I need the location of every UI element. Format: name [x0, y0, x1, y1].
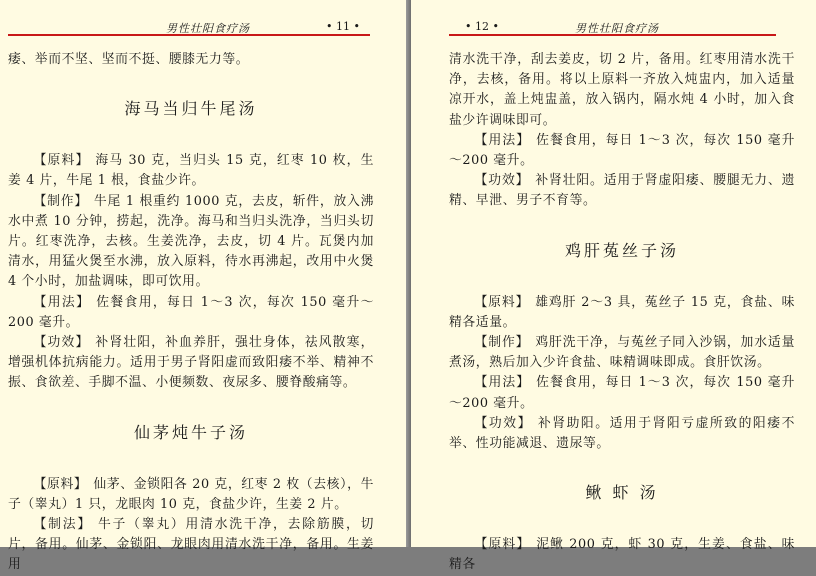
right-page: [411, 0, 816, 573]
ingredients-paragraph: [8, 475, 374, 515]
usage-tag: 【用法】: [474, 375, 531, 391]
running-title: 男性壮阳食疗汤: [575, 22, 659, 35]
effect-tag: 【功效】: [474, 173, 530, 189]
method-tag: 【制作】: [33, 193, 88, 209]
usage-tag: 【用法】: [33, 294, 91, 310]
ingredients-text: 仙茅、金锁阳各 20 克，红枣 2 枚（去核），牛子（睾丸）1 只，龙眼肉 10 克，食盐少许，生姜 2 片。: [8, 476, 374, 512]
method-text: 牛尾 1 根重约 1000 克，去皮，斩件，放入沸水中煮 10 分钟，捞起，洗净。海马和当归头洗净，当归头切片。红枣洗净，去核。生姜洗净，去皮，切 4 片。瓦煲内加清水，用猛火煲至水沸，放入原料，待水再沸起，改用中火煲 4 个小时，加盐调味，即可饮用。: [8, 193, 374, 290]
ingredients-tag: 【原料】: [33, 476, 88, 492]
ingredients-tag: 【原料】: [33, 153, 90, 169]
method-tag: 【制法】: [33, 517, 92, 533]
effect-tag: 【功效】: [33, 335, 90, 351]
method-tag: 【制作】: [474, 335, 530, 351]
usage-paragraph: [449, 373, 795, 413]
recipe-title: 鳅 虾 汤: [585, 483, 659, 503]
effect-text: 补肾助阳。适用于肾阳亏虚所致的阳痿不举、性功能减退、遗尿等。: [449, 415, 795, 452]
recipe-title: 仙茅炖牛子汤: [133, 422, 248, 442]
usage-text: 佐餐食用，每日 1～3 次，每次 150 毫升～200 毫升。: [449, 375, 796, 411]
effect-paragraph: [8, 333, 374, 394]
recipe-title: 海马当归牛尾汤: [124, 99, 258, 119]
method-paragraph: [8, 192, 374, 293]
effect-tag: 【功效】: [474, 415, 532, 431]
method-text: 鸡肝洗干净，与菟丝子同入沙锅，加水适量煮汤，熟后加入少许食盐、味精调味即成。食肝饮汤。: [449, 335, 795, 371]
continued-text: 痿、举而不坚、坚而不挺、腰膝无力等。: [8, 52, 250, 67]
usage-paragraph: [8, 293, 374, 333]
page-header: [8, 18, 370, 36]
method-text: 牛子（睾丸）用清水洗干净，去除筋膜，切片，备用。仙茅、金锁阳、龙眼肉用清水洗干净，备用。生姜用: [8, 517, 374, 573]
recipe-title: 鸡肝菟丝子汤: [564, 240, 679, 260]
effect-text: 补肾壮阳，补血养肝，强壮身体，祛风散寒，增强机体抗病能力。适用于男子肾阳虚而致阳痿不举、精神不振、食欲差、手脚不温、小便频数、夜尿多、腰脊酸痛等。: [8, 335, 374, 391]
page-body: [449, 50, 795, 576]
left-page: [0, 0, 406, 573]
usage-paragraph: [449, 131, 795, 171]
running-title: 男性壮阳食疗汤: [166, 22, 250, 35]
page-number: • 12 •: [465, 20, 499, 33]
ingredients-text: 泥鳅 200 克，虾 30 克，生姜、食盐、味精各: [449, 537, 796, 573]
usage-text: 佐餐食用，每日 1～3 次，每次 150 毫升～200 毫升。: [449, 132, 796, 169]
effect-text: 补肾壮阳。适用于肾虚阳痿、腰腿无力、遗精、早泄、男子不育等。: [449, 173, 795, 209]
continued-text: 清水洗干净，刮去姜皮，切 2 片，备用。红枣用清水洗干净，去核，备用。将以上原料一齐放入炖盅内，加入适量凉开水，盖上炖盅盖，放入锅内，隔水炖 4 小时，加入食盐少许调味即可。: [449, 52, 795, 128]
page-number: • 11 •: [326, 20, 360, 33]
page-header: [449, 18, 776, 36]
method-paragraph: [8, 515, 374, 576]
ingredients-tag: 【原料】: [474, 537, 531, 553]
usage-tag: 【用法】: [474, 132, 531, 148]
ingredients-paragraph: [8, 151, 374, 191]
effect-paragraph: [449, 414, 795, 454]
page-body: [8, 50, 374, 576]
ingredients-text: 海马 30 克，当归头 15 克，红枣 10 枚，生姜 4 片，牛尾 1 根，食盐少许。: [8, 153, 375, 189]
method-paragraph: [449, 333, 795, 373]
ingredients-paragraph: [449, 535, 795, 575]
usage-text: 佐餐食用，每日 1～3 次，每次 150 毫升～200 毫升。: [8, 294, 374, 330]
ingredients-paragraph: [449, 293, 795, 333]
effect-paragraph: [449, 171, 795, 211]
ingredients-tag: 【原料】: [474, 294, 530, 310]
ingredients-text: 雄鸡肝 2～3 具，菟丝子 15 克，食盐、味精各适量。: [449, 294, 795, 330]
